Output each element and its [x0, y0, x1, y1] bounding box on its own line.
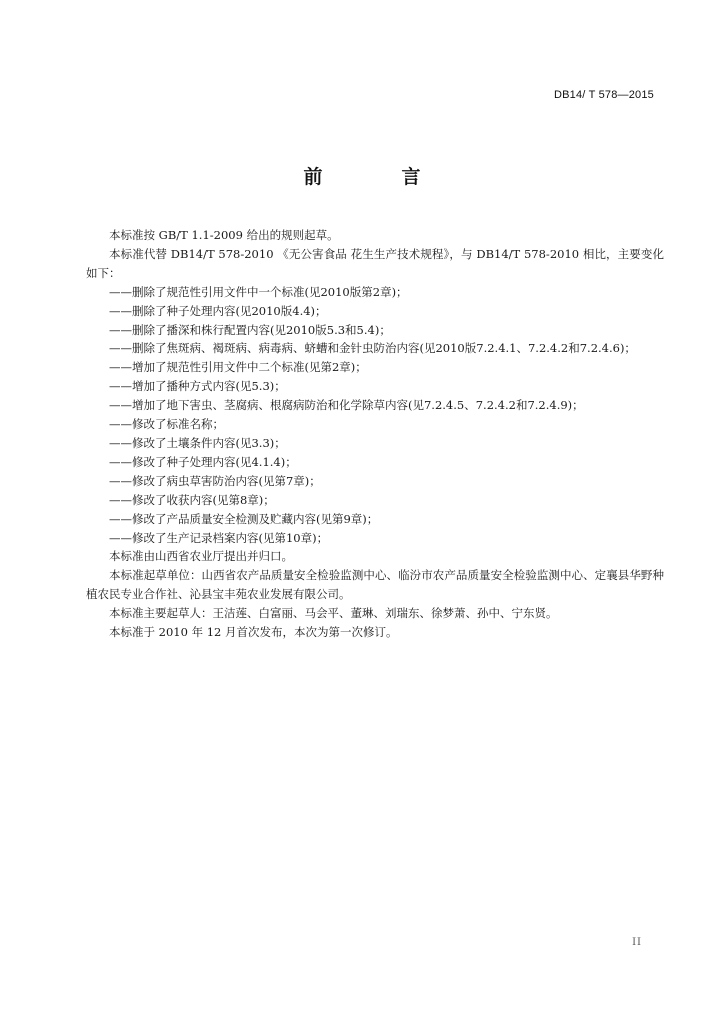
change-item: ——修改了产品质量安全检测及贮藏内容(见第9章)；	[109, 511, 379, 526]
paragraph-proposer: 本标准由山西省农业厅提出并归口。	[109, 549, 293, 564]
change-item: ——增加了规范性引用文件中二个标准(见第2章)；	[109, 360, 367, 375]
page-number: II	[632, 937, 642, 948]
document-code: DB14/ T 578—2015	[553, 89, 654, 101]
change-item: ——修改了病虫草害防治内容(见第7章)；	[109, 473, 321, 488]
change-item: ——删除了种子处理内容(见2010版4.4)；	[109, 303, 327, 318]
change-item: ——修改了土壤条件内容(见3.3)；	[109, 435, 286, 450]
change-item: ——修改了生产记录档案内容(见第10章)；	[109, 530, 329, 545]
change-item: ——增加了地下害虫、茎腐病、根腐病防治和化学除草内容(见7.2.4.5、7.2.4.2和7.2.4.9)；	[109, 398, 584, 413]
change-item: ——修改了收获内容(见第8章)；	[109, 492, 275, 507]
paragraph-drafting-rule: 本标准按 GB/T 1.1-2009 给出的规则起草。	[109, 228, 339, 242]
change-item: ——删除了播深和株行配置内容(见2010版5.3和5.4)；	[109, 322, 391, 337]
change-item: ——删除了焦斑病、褐斑病、病毒病、蛴螬和金针虫防治内容(见2010版7.2.4.1、7.2.4.2和7.2.4.6)；	[109, 341, 636, 356]
paragraph-drafting-units: 本标准起草单位：山西省农产品质量安全检验监测中心、临汾市农产品质量安全检验监测中心、定襄县华野种植农民专业合作社、沁县宝丰苑农业发展有限公司。	[86, 568, 664, 602]
change-item: ——修改了标准名称；	[109, 417, 224, 432]
paragraph-drafters: 本标准主要起草人：王洁莲、白富丽、马会平、董琳、刘瑞东、徐梦萧、孙中、宁东贤。	[109, 606, 558, 621]
page-title: 前 言	[303, 166, 451, 188]
change-item: ——增加了播种方式内容(见5.3)；	[109, 379, 286, 394]
paragraph-release-history: 本标准于 2010 年 12 月首次发布，本次为第一次修订。	[109, 625, 398, 640]
change-item: ——修改了种子处理内容(见4.1.4)；	[109, 454, 297, 469]
foreword-body	[86, 226, 664, 642]
paragraph-replacement-note: 本标准代替 DB14/T 578-2010 《无公害食品 花生生产技术规程》，与 DB14/T 578-2010 相比，主要变化如下：	[86, 246, 664, 280]
change-item: ——删除了规范性引用文件中一个标准(见2010版第2章)；	[109, 284, 408, 299]
